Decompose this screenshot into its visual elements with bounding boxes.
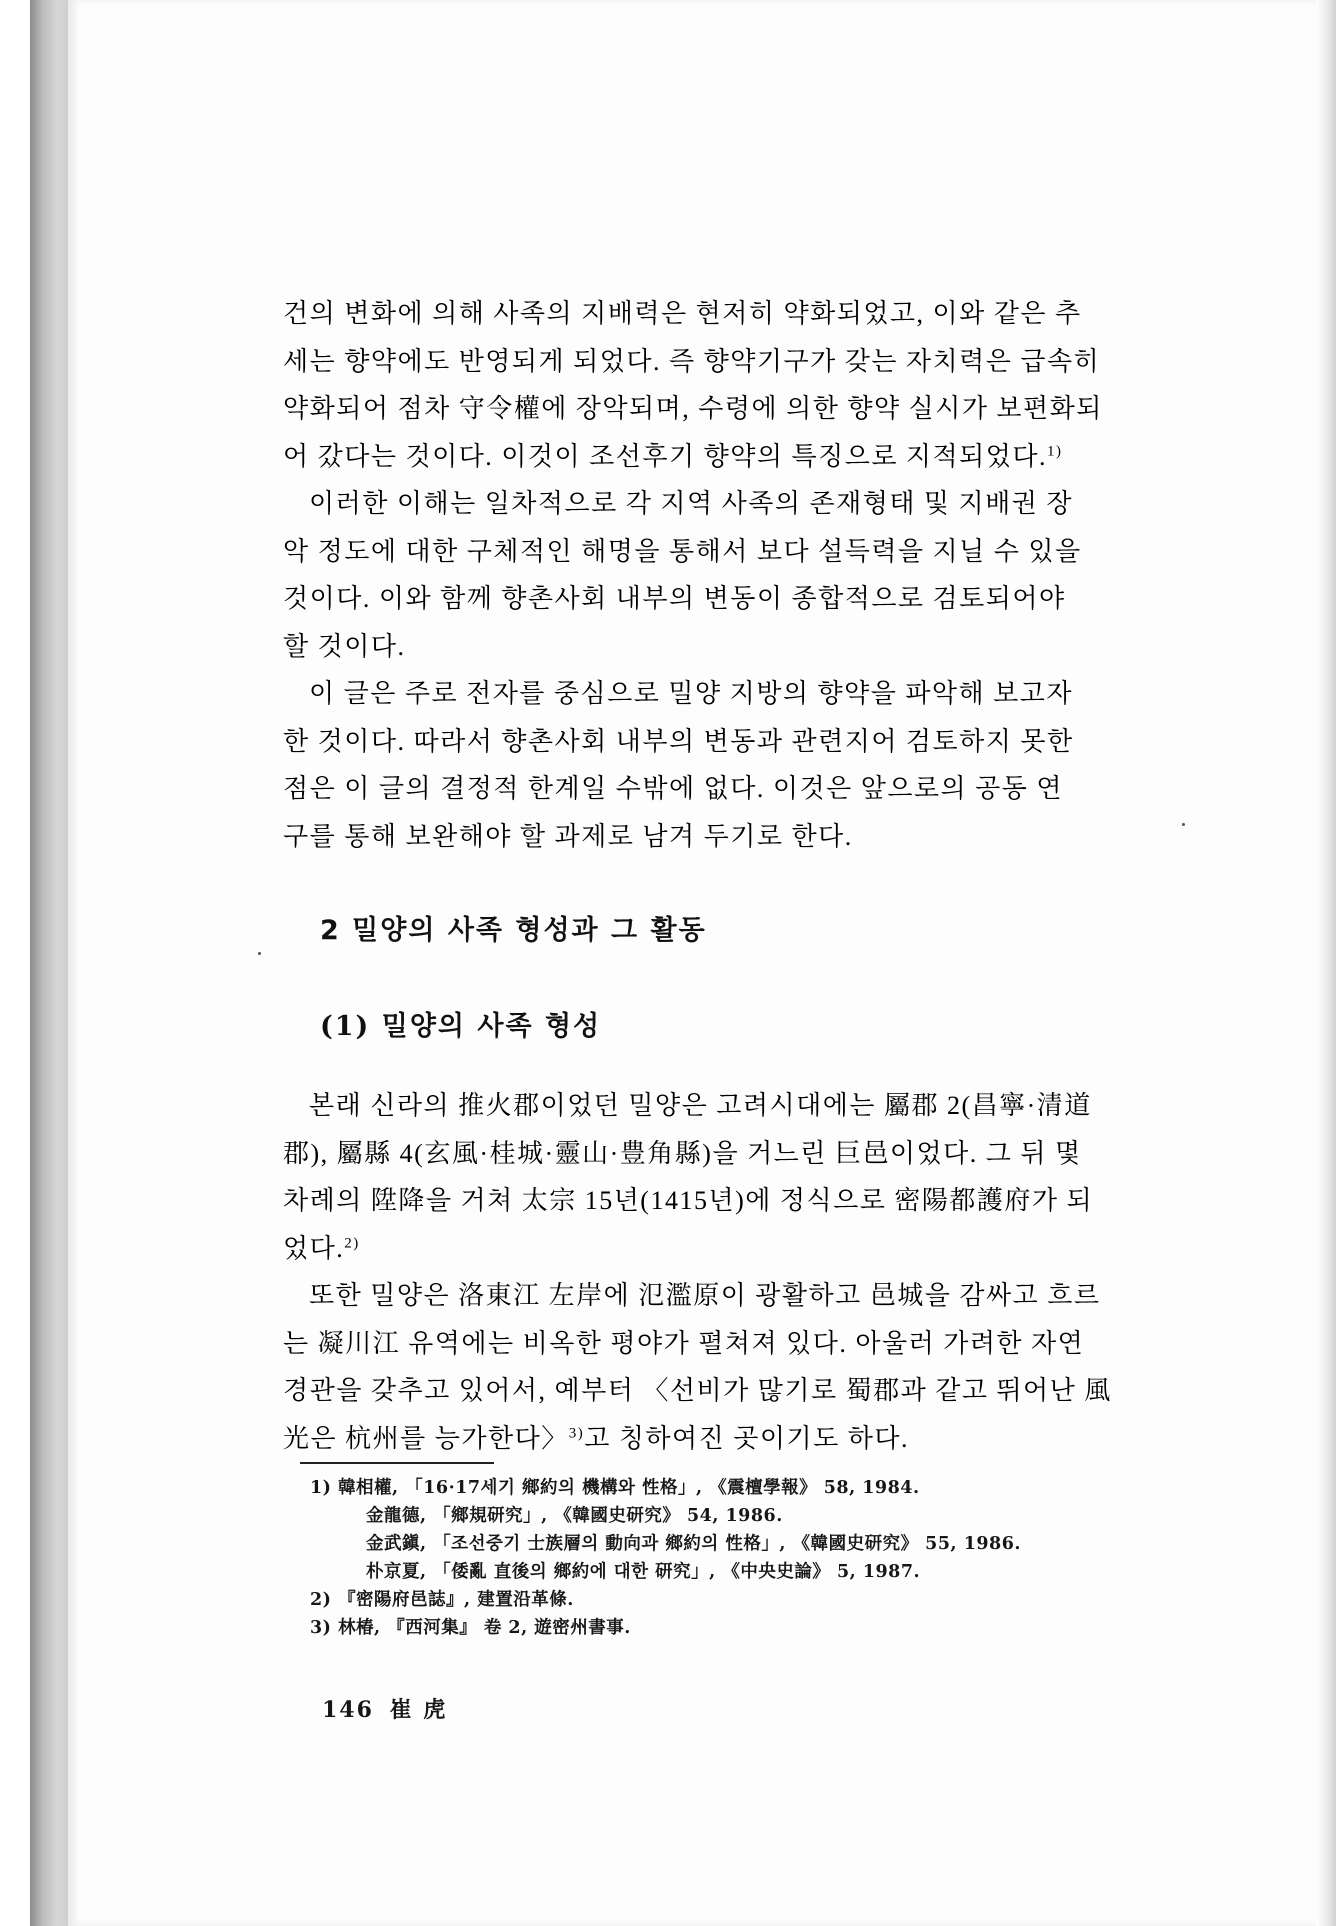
print-speck [258, 952, 261, 955]
paragraph-1 [283, 290, 1195, 480]
footnote-ref: 2) [344, 1234, 360, 1251]
text-line: 건의 변화에 의해 사족의 지배력은 현저히 약화되었고, 이와 같은 추 [283, 299, 1082, 328]
body-text-top [283, 290, 1195, 860]
text-line: 세는 향약에도 반영되게 되었다. 즉 향약기구가 갖는 자치력은 급속히 [283, 346, 1101, 376]
text-line: 또한 밀양은 洛東江 左岸에 氾濫原이 광활하고 邑城을 감싸고 흐르 [309, 1281, 1101, 1310]
footnote-text: 『密陽府邑誌』, 建置沿革條. [338, 1590, 574, 1610]
text-line: 경관을 갖추고 있어서, 예부터 〈선비가 많기로 蜀郡과 같고 뛰어난 風 [283, 1376, 1112, 1405]
footnotes [310, 1474, 1190, 1642]
footnote-divider [300, 1462, 494, 1464]
paragraph-4 [283, 1082, 1195, 1272]
footnote-item [310, 1530, 1190, 1558]
text-line-content: 光은 杭州를 능가한다〉 [283, 1423, 569, 1453]
text-line: 이러한 이해는 일차적으로 각 지역 사족의 존재형태 및 지배권 장 [309, 489, 1074, 518]
footnote-item [310, 1558, 1190, 1586]
text-line [283, 433, 1195, 481]
text-line-content: 고 칭하여진 곳이기도 하다. [584, 1423, 909, 1453]
paragraph-5 [283, 1272, 1195, 1462]
text-line: 것이다. 이와 함께 향촌사회 내부의 변동이 종합적으로 검토되어야 [283, 584, 1066, 613]
footnote-ref: 3) [568, 1424, 585, 1441]
subsection-heading: (1) 밀양의 사족 형성 [320, 1011, 602, 1042]
footnote-label: 2) [310, 1590, 332, 1610]
print-speck [1182, 823, 1185, 826]
text-line: 郡), 屬縣 4(玄風·桂城·靈山·豊角縣)을 거느린 巨邑이었다. 그 뒤 몇 [283, 1138, 1082, 1168]
footnote-text: 朴京夏, 「倭亂 直後의 鄉約에 대한 研究」, 《中央史論》 5, 1987. [366, 1562, 921, 1582]
running-author: 崔 虎 [389, 1697, 448, 1723]
body-text-bottom [283, 1082, 1195, 1462]
text-line: 이 글은 주로 전자를 중심으로 밀양 지방의 향약을 파악해 보고자 [309, 679, 1074, 708]
footnote-label: 3) [310, 1618, 332, 1638]
section-heading: 2 밀양의 사족 형성과 그 활동 [320, 915, 707, 946]
text-line: 는 凝川江 유역에는 비옥한 평야가 펼쳐져 있다. 아울러 가려한 자연 [283, 1328, 1085, 1358]
text-line-content: 어 갔다는 것이다. 이것이 조선후기 향약의 특징으로 지적되었다. [283, 441, 1048, 471]
text-line: 약화되어 점차 守令權에 장악되며, 수령에 의한 향약 실시가 보편화되 [283, 394, 1103, 423]
paragraph-2 [283, 480, 1195, 670]
footnote-label: 1) [310, 1478, 332, 1498]
text-line: 점은 이 글의 결정적 한계일 수밖에 없다. 이것은 앞으로의 공동 연 [283, 774, 1064, 803]
text-line: 한 것이다. 따라서 향촌사회 내부의 변동과 관련지어 검토하지 못한 [283, 726, 1074, 756]
text-line [283, 1225, 1195, 1273]
paragraph-3 [283, 670, 1195, 860]
page-number: 146 [322, 1697, 374, 1723]
footnote-ref: 1) [1047, 442, 1063, 459]
background-margin [0, 0, 30, 1926]
footnote-item [310, 1586, 1190, 1614]
footnote-item [310, 1474, 1190, 1502]
book-spine-edge [30, 0, 68, 1926]
text-line [283, 1415, 1195, 1463]
text-line: 본래 신라의 推火郡이었던 밀양은 고려시대에는 屬郡 2(昌寧·清道 [309, 1091, 1092, 1120]
text-line: 악 정도에 대한 구체적인 해명을 통해서 보다 설득력을 지닐 수 있을 [283, 536, 1082, 566]
footnote-item [310, 1614, 1190, 1642]
footnote-text: 金龍德, 「鄉規研究」, 《韓國史研究》 54, 1986. [366, 1506, 783, 1526]
footnote-text: 林椿, 『西河集』 卷 2, 遊密州書事. [338, 1618, 631, 1638]
footnote-text: 韓相權, 「16·17세기 鄉約의 機構와 性格」, 《震檀學報》 58, 1984. [338, 1478, 920, 1498]
text-line: 구를 통해 보완해야 할 과제로 남겨 두기로 한다. [283, 821, 853, 851]
page-folio [322, 1693, 447, 1724]
page-right-shadow [1316, 0, 1336, 1926]
text-line: 차례의 陞降을 거쳐 太宗 15년(1415년)에 정식으로 密陽都護府가 되 [283, 1186, 1094, 1215]
footnote-text: 金武鎭, 「조선중기 士族層의 動向과 鄉約의 性格」, 《韓國史研究》 55, 1986. [366, 1534, 1022, 1554]
text-line-content: 었다. [283, 1233, 345, 1263]
text-line: 할 것이다. [283, 631, 406, 661]
footnote-item [310, 1502, 1190, 1530]
